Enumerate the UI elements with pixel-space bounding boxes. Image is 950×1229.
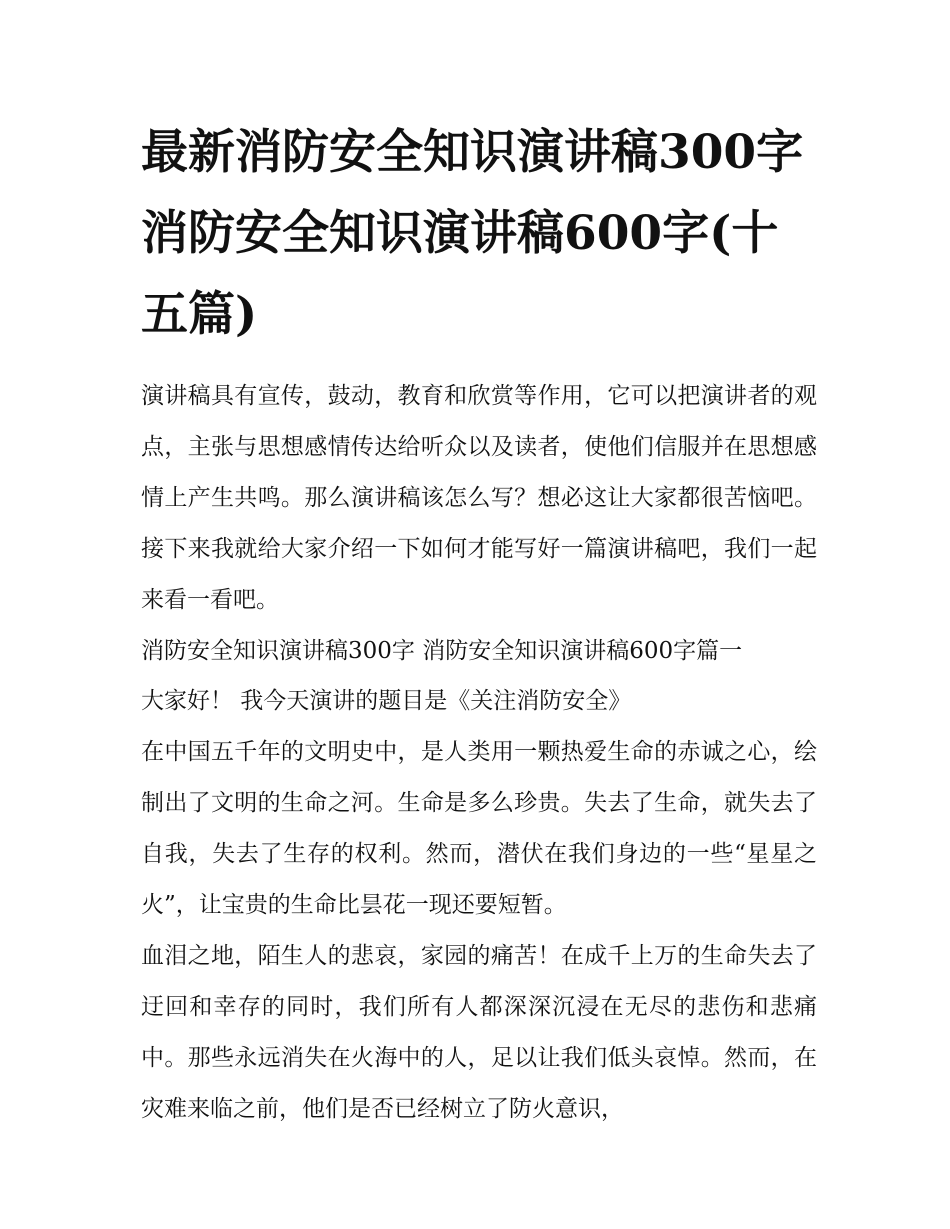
intro-paragraph: 演讲稿具有宣传，鼓动，教育和欣赏等作用，它可以把演讲者的观点，主张与思想感情传达给听众以及读者，使他们信服并在思想感情上产生共鸣。那么演讲稿该怎么写？想必这让大家都很苦恼吧。接下来我就给大家介绍一下如何才能写好一篇演讲稿吧，我们一起来看一看吧。 bbox=[141, 383, 817, 613]
document-body bbox=[141, 371, 817, 1135]
document-page bbox=[141, 112, 817, 1135]
document-title: 最新消防安全知识演讲稿300字 消防安全知识演讲稿600字(十五篇) bbox=[141, 125, 804, 342]
section-heading: 消防安全知识演讲稿300字 消防安全知识演讲稿600字篇一 bbox=[141, 637, 743, 664]
greeting-paragraph: 大家好！ 我今天演讲的题目是《关注消防安全》 bbox=[141, 688, 632, 715]
body-paragraph: 血泪之地，陌生人的悲哀，家园的痛苦！在成千上万的生命失去了迂回和幸存的同时，我们所有人都深深沉浸在无尽的悲伤和悲痛中。那些永远消失在火海中的人，足以让我们低头哀悼。然而，在灾难来临之前，他们是否已经树立了防火意识， bbox=[141, 942, 817, 1122]
body-paragraph: 在中国五千年的文明史中，是人类用一颗热爱生命的赤诚之心，绘制出了文明的生命之河。生命是多么珍贵。失去了生命，就失去了自我，失去了生存的权利。然而，潜伏在我们身边的一些“星星之火”，让宝贵的生命比昙花一现还要短暂。 bbox=[141, 739, 817, 919]
